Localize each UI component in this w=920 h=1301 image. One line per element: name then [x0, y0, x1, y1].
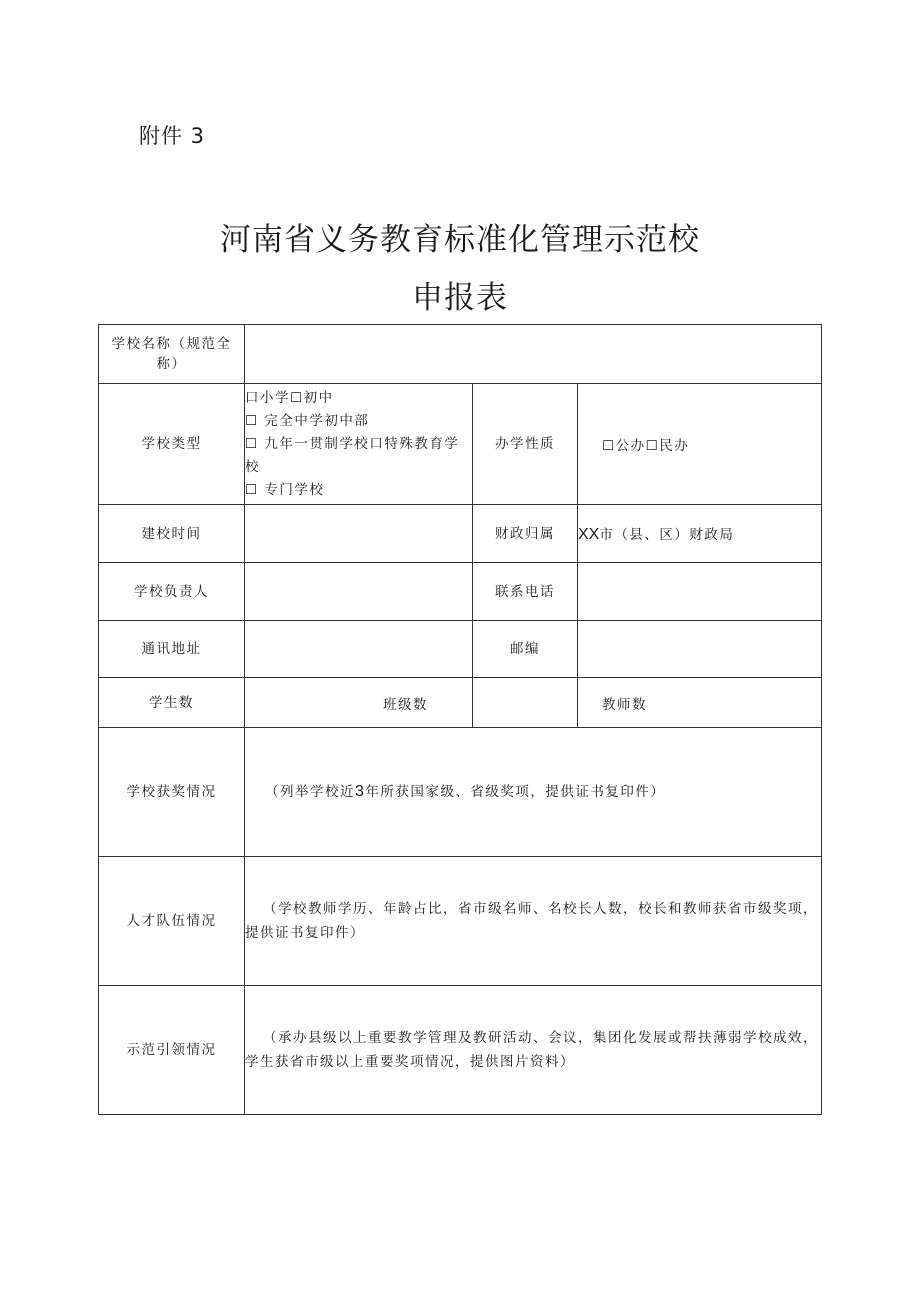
school-name-field[interactable] [245, 325, 822, 384]
awards-label: 学校获奖情况 [99, 728, 245, 857]
principal-field[interactable] [245, 563, 473, 621]
form-subtitle: 申报表 [412, 280, 508, 316]
ownership-options[interactable]: ☐公办☐民办 [578, 384, 822, 505]
school-type-option[interactable]: ☐ 专门学校 [245, 481, 325, 498]
row-school-name [99, 325, 822, 384]
attachment-label: 附件 3 [139, 124, 206, 148]
row-address [99, 621, 822, 678]
application-form-table [98, 324, 822, 1115]
finance-suffix: 市（县、区）财政局 [599, 527, 735, 543]
address-field[interactable] [245, 621, 473, 678]
finance-label: 财政归属 [473, 505, 578, 563]
school-type-label: 学校类型 [99, 384, 245, 505]
awards-field[interactable] [245, 728, 822, 857]
awards-hint-pre: （列举学校近 [265, 784, 355, 800]
row-students [99, 678, 822, 728]
school-type-option[interactable]: 口小学☐初中 [245, 389, 334, 406]
talent-label: 人才队伍情况 [99, 857, 245, 986]
teachers-label: 教师数 [578, 678, 822, 728]
demo-field[interactable] [245, 986, 822, 1115]
finance-field[interactable] [578, 505, 822, 563]
school-name-label: 学校名称（规范全称） [99, 325, 245, 384]
row-principal [99, 563, 822, 621]
awards-hint [245, 781, 821, 803]
school-type-option[interactable]: ☐ 九年一贯制学校口特殊教育学校 [245, 435, 460, 475]
address-label: 通讯地址 [99, 621, 245, 678]
founded-field[interactable] [245, 505, 473, 563]
row-founded [99, 505, 822, 563]
students-label: 学生数 [99, 678, 245, 728]
awards-hint-num: 3 [355, 783, 366, 800]
postcode-label: 邮编 [473, 621, 578, 678]
talent-field[interactable] [245, 857, 822, 986]
row-awards [99, 728, 822, 857]
classes-field[interactable] [473, 678, 578, 728]
demo-hint: （承办县级以上重要教学管理及教研活动、会议，集团化发展或帮扶薄弱学校成效，学生获省市级以上重要奖项情况，提供图片资料） [245, 1030, 818, 1070]
talent-hint: （学校教师学历、年龄占比，省市级名师、名校长人数，校长和教师获省市级奖项，提供证书复印件） [245, 901, 818, 941]
awards-hint-post: 年所获国家级、省级奖项，提供证书复印件） [365, 784, 666, 800]
ownership-label: 办学性质 [473, 384, 578, 505]
founded-label: 建校时间 [99, 505, 245, 563]
row-school-type [99, 384, 822, 505]
row-talent [99, 857, 822, 986]
row-demo [99, 986, 822, 1115]
principal-label: 学校负责人 [99, 563, 245, 621]
phone-label: 联系电话 [473, 563, 578, 621]
finance-xx: XX [578, 526, 600, 543]
demo-label: 示范引领情况 [99, 986, 245, 1115]
school-type-option[interactable]: ☐ 完全中学初中部 [245, 412, 370, 429]
school-type-options [245, 384, 473, 505]
postcode-field[interactable] [578, 621, 822, 678]
classes-label: 班级数 [245, 678, 473, 728]
form-title: 河南省义务教育标准化管理示范校 [220, 222, 700, 258]
phone-field[interactable] [578, 563, 822, 621]
